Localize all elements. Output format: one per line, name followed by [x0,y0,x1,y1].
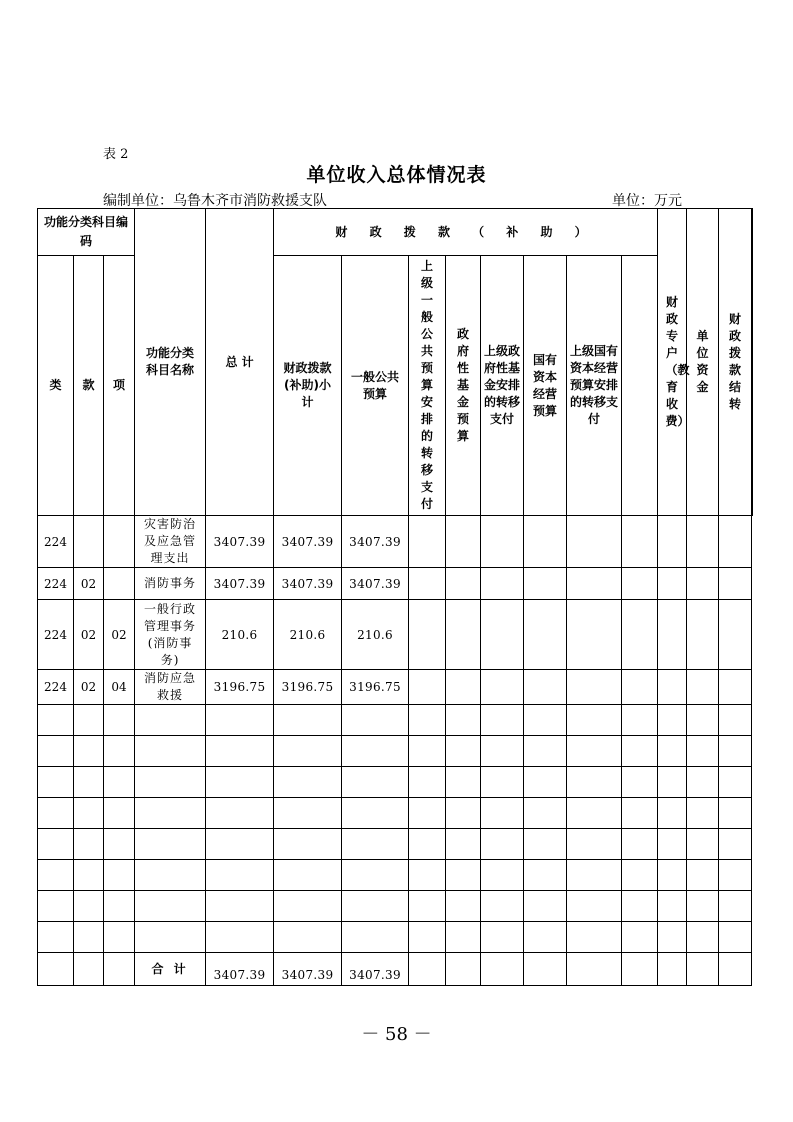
cell-empty [567,568,622,600]
header-fiscal-subtotal: 财政拨款(补助)小计 [274,256,342,516]
header-fiscal-title: 财 政 拨 款 （ 补 助 ） [274,209,658,256]
header-lei: 类 [38,256,74,516]
total-row [38,953,753,986]
cell-subtotal: 210.6 [274,600,342,670]
cell-empty [409,600,446,670]
cell-lei: 224 [38,568,74,600]
cell-general: 3407.39 [342,516,409,568]
cell-empty [481,568,524,600]
table-row [38,516,753,568]
page-title: 单位收入总体情况表 [306,164,487,186]
table-row [38,568,753,600]
total-subtotal: 3407.39 [274,953,342,986]
page-number: － 58 － [361,1024,432,1045]
cell-empty [446,516,481,568]
cell-empty [687,516,719,568]
empty-row [38,922,753,953]
cell-empty [622,670,658,705]
cell-empty [719,670,752,705]
cell-empty [658,600,687,670]
cell-empty [567,600,622,670]
total-general: 3407.39 [342,953,409,986]
compiler-unit: 编制单位：乌鲁木齐市消防救援支队 [103,193,327,209]
cell-total: 210.6 [206,600,274,670]
cell-empty [658,670,687,705]
cell-xiang: 02 [104,600,135,670]
header-special-fiscal: 财政专户（教育收费） [658,209,687,516]
header-non-fiscal-carryover [752,209,753,516]
cell-kuan: 02 [74,568,104,600]
cell-empty [524,516,567,568]
header-state-capital: 国有资本经营预算 [524,256,567,516]
cell-name: 消防应急救援 [135,670,206,705]
header-upper-general-transfer: 上级一般公共预算安排的转移支付 [409,256,446,516]
cell-subtotal: 3407.39 [274,568,342,600]
header-upper-gov-fund-transfer: 上级政府性基金安排的转移支付 [481,256,524,516]
cell-empty [481,670,524,705]
cell-empty [719,568,752,600]
cell-empty [658,568,687,600]
cell-kuan: 02 [74,670,104,705]
table-row [38,670,753,705]
header-total: 总 计 [206,209,274,516]
cell-empty [622,568,658,600]
currency-unit: 单位：万元 [612,193,682,209]
empty-row [38,891,753,922]
cell-name: 消防事务 [135,568,206,600]
cell-empty [481,516,524,568]
cell-empty [567,670,622,705]
cell-kuan: 02 [74,600,104,670]
header-gov-fund: 政府性基金预算 [446,256,481,516]
cell-subtotal: 3196.75 [274,670,342,705]
income-table [37,208,753,986]
total-value: 3407.39 [206,953,274,986]
table-row [38,600,753,670]
cell-lei: 224 [38,516,74,568]
cell-general: 210.6 [342,600,409,670]
cell-empty [687,600,719,670]
cell-empty [719,516,752,568]
empty-row [38,829,753,860]
cell-kuan [74,516,104,568]
cell-empty [567,516,622,568]
cell-name: 一般行政管理事务(消防事务) [135,600,206,670]
cell-empty [658,516,687,568]
cell-total: 3407.39 [206,516,274,568]
header-xiang: 项 [104,256,135,516]
header-func-code: 功能分类科目编码 [38,209,135,256]
header-func-name: 功能分类科目名称 [135,209,206,516]
cell-empty [409,670,446,705]
cell-general: 3196.75 [342,670,409,705]
cell-empty [409,568,446,600]
cell-empty [622,516,658,568]
header-general-budget: 一般公共预算 [342,256,409,516]
cell-xiang: 04 [104,670,135,705]
total-label: 合 计 [135,953,206,986]
header-kuan: 款 [74,256,104,516]
cell-empty [524,600,567,670]
empty-row [38,705,753,736]
cell-xiang [104,568,135,600]
cell-empty [687,670,719,705]
empty-row [38,736,753,767]
cell-empty [446,670,481,705]
empty-row [38,860,753,891]
cell-empty [446,600,481,670]
cell-empty [622,600,658,670]
cell-empty [481,600,524,670]
table-label: 表 2 [103,147,129,162]
cell-empty [524,670,567,705]
cell-total: 3196.75 [206,670,274,705]
empty-row [38,798,753,829]
cell-empty [409,516,446,568]
cell-empty [687,568,719,600]
cell-total: 3407.39 [206,568,274,600]
header-fiscal-carryover: 财政拨款结转 [719,209,752,516]
cell-subtotal: 3407.39 [274,516,342,568]
cell-empty [524,568,567,600]
header-unit-funds: 单位资金 [687,209,719,516]
cell-lei: 224 [38,600,74,670]
cell-lei: 224 [38,670,74,705]
cell-name: 灾害防治及应急管理支出 [135,516,206,568]
header-upper-state-capital-transfer: 上级国有资本经营预算安排的转移支付 [567,256,622,516]
cell-xiang [104,516,135,568]
cell-empty [446,568,481,600]
empty-row [38,767,753,798]
cell-empty [719,600,752,670]
cell-general: 3407.39 [342,568,409,600]
